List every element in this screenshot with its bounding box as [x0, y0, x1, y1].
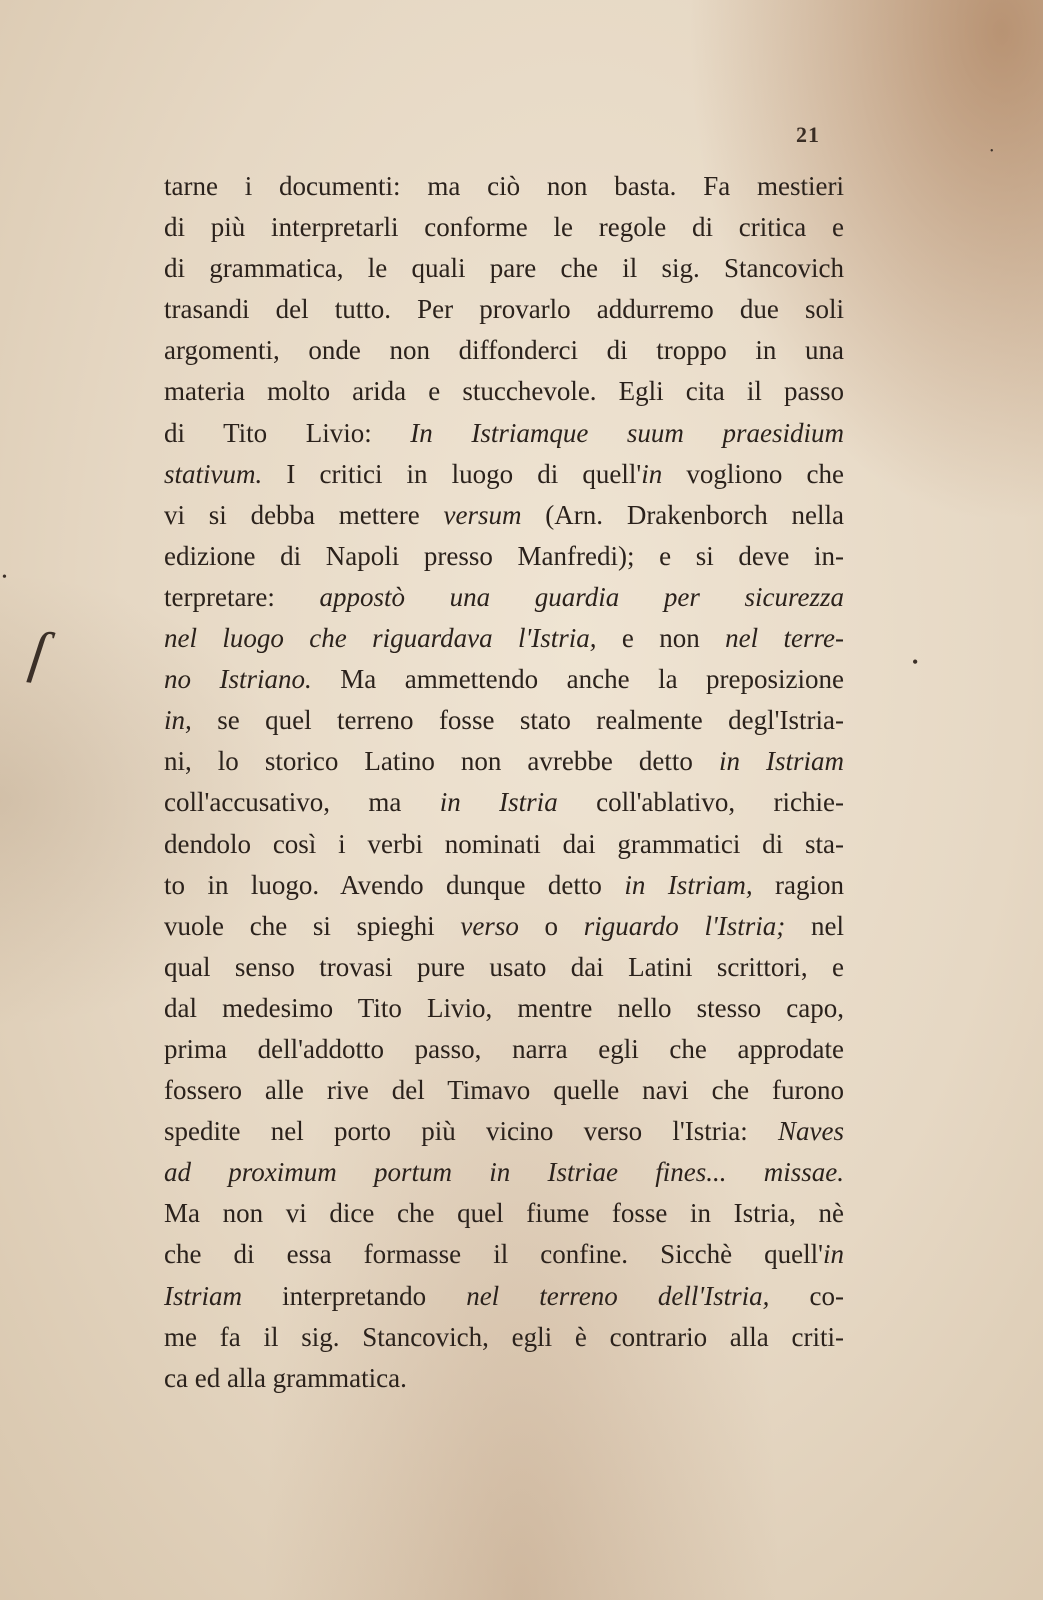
- text-line: [164, 577, 844, 618]
- italic-text: in,: [164, 705, 192, 736]
- text-segment: I critici in luogo di quell': [262, 458, 642, 489]
- italic-text: nel luogo che riguardava l'Istria,: [164, 623, 597, 654]
- italic-text: In Istriamque suum praesidium: [410, 417, 844, 448]
- italic-text: in Istriam,: [624, 869, 753, 900]
- text-segment: ragion: [752, 869, 844, 900]
- text-line: [164, 782, 844, 823]
- ink-spot: •: [912, 652, 919, 672]
- text-segment: Ma ammettendo anche la preposizione: [311, 664, 844, 695]
- text-segment: argomenti, onde non diffonderci di troppo in una: [164, 335, 844, 366]
- text-line: [164, 1111, 844, 1152]
- text-line: [164, 947, 844, 988]
- italic-text: Naves: [778, 1116, 844, 1147]
- text-segment: dendolo così i verbi nominati dai grammatici di sta-: [164, 828, 844, 859]
- text-segment: vogliono che: [662, 458, 844, 489]
- italic-text: stativum.: [164, 458, 263, 489]
- text-line: [164, 700, 844, 741]
- text-line: [164, 536, 844, 577]
- text-segment: Ma non vi dice che quel fiume fosse in Istria, nè: [164, 1198, 844, 1229]
- text-line: [164, 413, 844, 454]
- text-segment: me fa il sig. Stancovich, egli è contrario alla criti-: [164, 1321, 844, 1352]
- italic-text: Istriam: [164, 1280, 243, 1311]
- text-segment: to in luogo. Avendo dunque detto: [164, 869, 625, 900]
- text-segment: di Tito Livio:: [164, 417, 411, 448]
- text-segment: materia molto arida e stucchevole. Egli cita il passo: [164, 376, 844, 407]
- text-line: [164, 207, 844, 248]
- italic-text: versum: [443, 499, 522, 530]
- text-line: [164, 1152, 844, 1193]
- italic-text: in: [822, 1239, 844, 1270]
- text-line: [164, 289, 844, 330]
- text-segment: o: [518, 910, 584, 941]
- text-segment: nel: [785, 910, 844, 941]
- text-segment: spedite nel porto più vicino verso l'Istria:: [164, 1116, 779, 1147]
- text-segment: coll'ablativo, richie-: [557, 787, 844, 818]
- text-segment: che di essa formasse il confine. Sicchè quell': [164, 1239, 823, 1270]
- italic-text: nel terreno dell'Istria,: [466, 1280, 770, 1311]
- ink-spot: •: [2, 570, 7, 585]
- text-segment: di grammatica, le quali pare che il sig. Stancovich: [164, 253, 844, 284]
- text-line: [164, 1234, 844, 1275]
- text-line: [164, 659, 844, 700]
- text-segment: (Arn. Drakenborch nella: [521, 499, 844, 530]
- italic-text: verso: [460, 910, 519, 941]
- text-line: [164, 1193, 844, 1234]
- text-line: [164, 248, 844, 289]
- text-line: [164, 1358, 844, 1399]
- body-text: [164, 166, 844, 1399]
- text-segment: ni, lo storico Latino non avrebbe detto: [164, 746, 719, 777]
- page-number: 21: [796, 122, 820, 147]
- text-line: [164, 618, 844, 659]
- text-segment: ca ed alla grammatica.: [164, 1362, 407, 1393]
- ink-spot: •: [990, 146, 994, 157]
- text-line: [164, 824, 844, 865]
- italic-text: in Istria: [439, 787, 558, 818]
- text-line: [164, 1276, 844, 1317]
- text-segment: interpretando: [242, 1280, 467, 1311]
- text-segment: edizione di Napoli presso Manfredi); e si deve in-: [164, 540, 844, 571]
- italic-text: in Istriam: [718, 746, 844, 777]
- text-line: [164, 454, 844, 495]
- text-segment: terpretare:: [164, 581, 320, 612]
- text-line: [164, 865, 844, 906]
- marginal-handwritten-mark: ſ: [25, 618, 51, 685]
- text-line: [164, 330, 844, 371]
- text-segment: coll'accusativo, ma: [164, 787, 440, 818]
- text-line: [164, 495, 844, 536]
- text-line: [164, 1029, 844, 1070]
- text-segment: qual senso trovasi pure usato dai Latini scrittori, e: [164, 951, 844, 982]
- italic-text: in: [641, 458, 663, 489]
- italic-text: riguardo l'Istria;: [583, 910, 786, 941]
- text-segment: vuole che si spieghi: [164, 910, 461, 941]
- italic-text: ad proximum portum in Istriae fines... missae.: [164, 1157, 844, 1188]
- text-segment: dal medesimo Tito Livio, mentre nello stesso capo,: [164, 992, 844, 1023]
- text-line: [164, 906, 844, 947]
- text-segment: fossero alle rive del Timavo quelle navi che furono: [164, 1075, 844, 1106]
- text-segment: se quel terreno fosse stato realmente degl'Istria-: [191, 705, 844, 736]
- text-line: [164, 741, 844, 782]
- text-line: [164, 371, 844, 412]
- text-line: [164, 1070, 844, 1111]
- text-line: [164, 166, 844, 207]
- text-segment: trasandi del tutto. Per provarlo addurremo due soli: [164, 294, 844, 325]
- italic-text: nel terre-: [725, 623, 844, 654]
- text-segment: co-: [769, 1280, 844, 1311]
- italic-text: no Istriano.: [164, 664, 312, 695]
- text-line: [164, 988, 844, 1029]
- italic-text: appostò una guardia per sicurezza: [319, 581, 844, 612]
- text-segment: tarne i documenti: ma ciò non basta. Fa mestieri: [164, 171, 844, 201]
- text-segment: vi si debba mettere: [164, 499, 444, 530]
- text-line: [164, 1317, 844, 1358]
- text-segment: di più interpretarli conforme le regole di critica e: [164, 212, 844, 243]
- text-segment: prima dell'addotto passo, narra egli che approdate: [164, 1033, 844, 1064]
- text-segment: e non: [596, 623, 726, 654]
